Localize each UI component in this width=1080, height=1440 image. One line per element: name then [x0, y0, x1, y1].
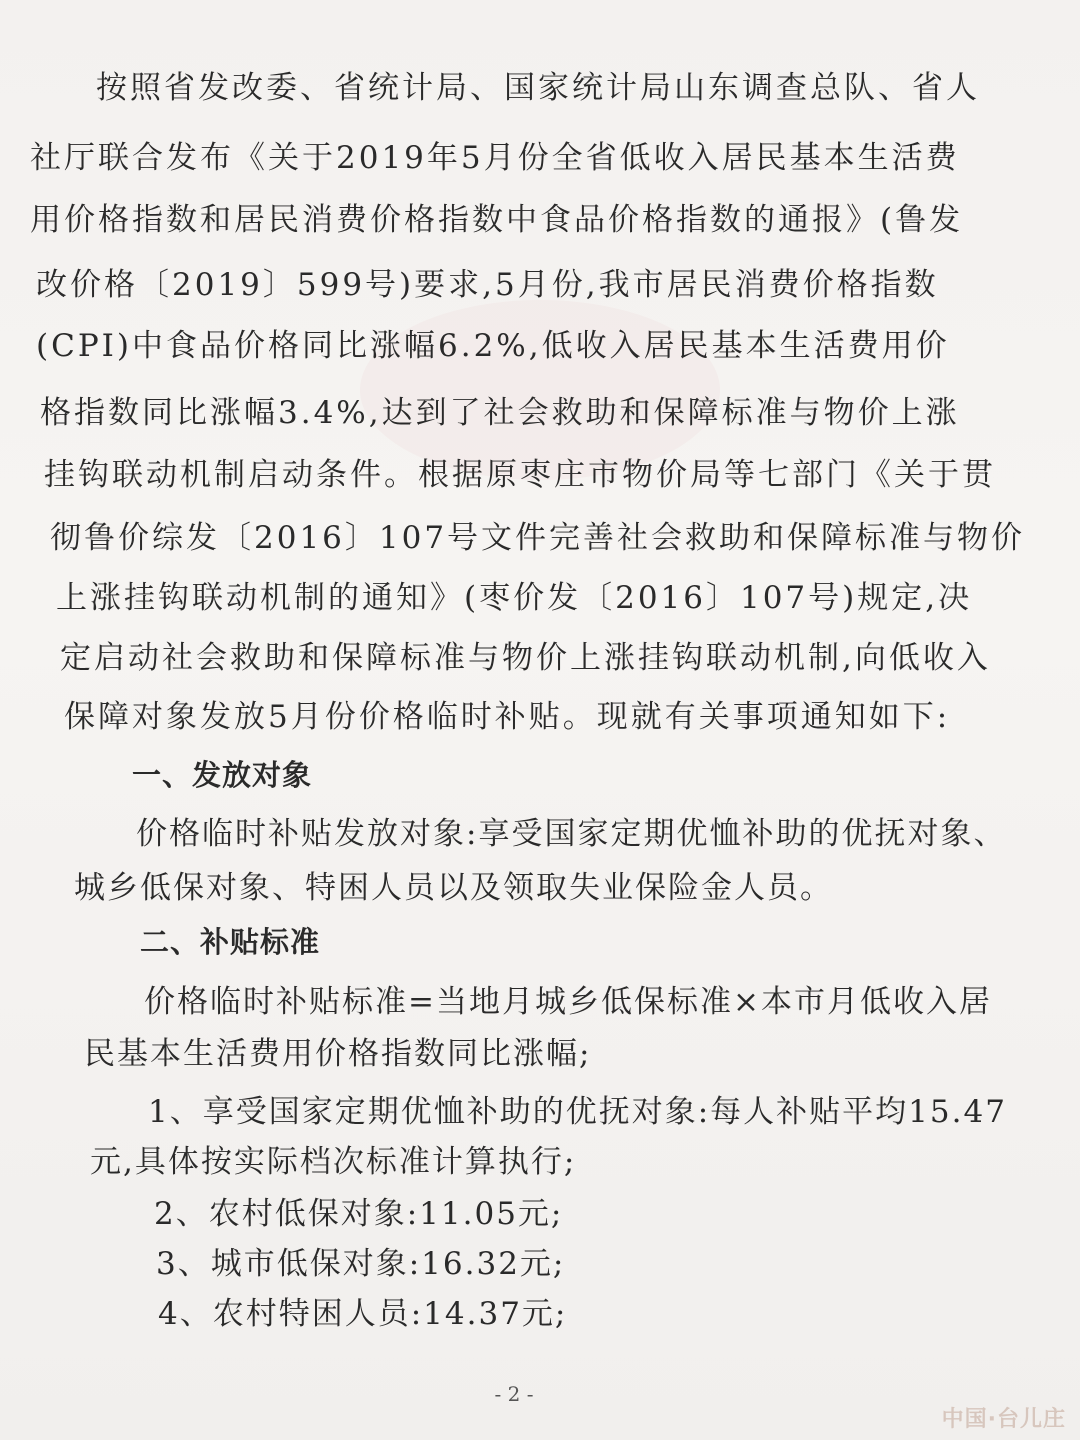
- body-line-8: 彻鲁价综发〔2016〕107号文件完善社会救助和保障标准与物价: [50, 520, 1026, 556]
- watermark: 中国·台儿庄: [941, 1407, 1066, 1432]
- list-item-1-cont: 元,具体按实际档次标准计算执行;: [90, 1144, 577, 1180]
- section-heading-2: 二、补贴标准: [140, 925, 321, 959]
- body-line-3: 用价格指数和居民消费价格指数中食品价格指数的通报》(鲁发: [30, 202, 964, 238]
- body-line-2: 社厅联合发布《关于2019年5月份全省低收入居民基本生活费: [30, 140, 960, 176]
- body-line-15: 民基本生活费用价格指数同比涨幅;: [84, 1036, 592, 1072]
- list-item-1: 1、享受国家定期优恤补助的优抚对象:每人补贴平均15.47: [148, 1094, 1007, 1130]
- body-line-7: 挂钩联动机制启动条件。根据原枣庄市物价局等七部门《关于贯: [44, 457, 996, 493]
- body-line-10: 定启动社会救助和保障标准与物价上涨挂钩联动机制,向低收入: [60, 640, 991, 676]
- body-line-5: (CPI)中食品价格同比涨幅6.2%,低收入居民基本生活费用价: [36, 328, 950, 364]
- body-line-11: 保障对象发放5月份价格临时补贴。现就有关事项通知如下:: [64, 699, 951, 735]
- page-number: - 2 -: [494, 1382, 534, 1406]
- list-item-3: 3、城市低保对象:16.32元;: [156, 1246, 566, 1282]
- body-line-6: 格指数同比涨幅3.4%,达到了社会救助和保障标准与物价上涨: [40, 395, 960, 431]
- body-line-1: 按照省发改委、省统计局、国家统计局山东调查总队、省人: [96, 70, 980, 106]
- body-line-9: 上涨挂钩联动机制的通知》(枣价发〔2016〕107号)规定,决: [56, 580, 973, 616]
- body-line-14: 价格临时补贴标准=当地月城乡低保标准×本市月低收入居: [144, 984, 992, 1020]
- list-item-4: 4、农村特困人员:14.37元;: [158, 1296, 568, 1332]
- section-heading-1: 一、发放对象: [132, 758, 313, 792]
- list-item-2: 2、农村低保对象:11.05元;: [154, 1196, 564, 1232]
- body-line-12: 价格临时补贴发放对象:享受国家定期优恤补助的优抚对象、: [136, 816, 1007, 852]
- body-line-13: 城乡低保对象、特困人员以及领取失业保险金人员。: [74, 870, 833, 906]
- body-line-4: 改价格〔2019〕599号)要求,5月份,我市居民消费价格指数: [36, 267, 939, 303]
